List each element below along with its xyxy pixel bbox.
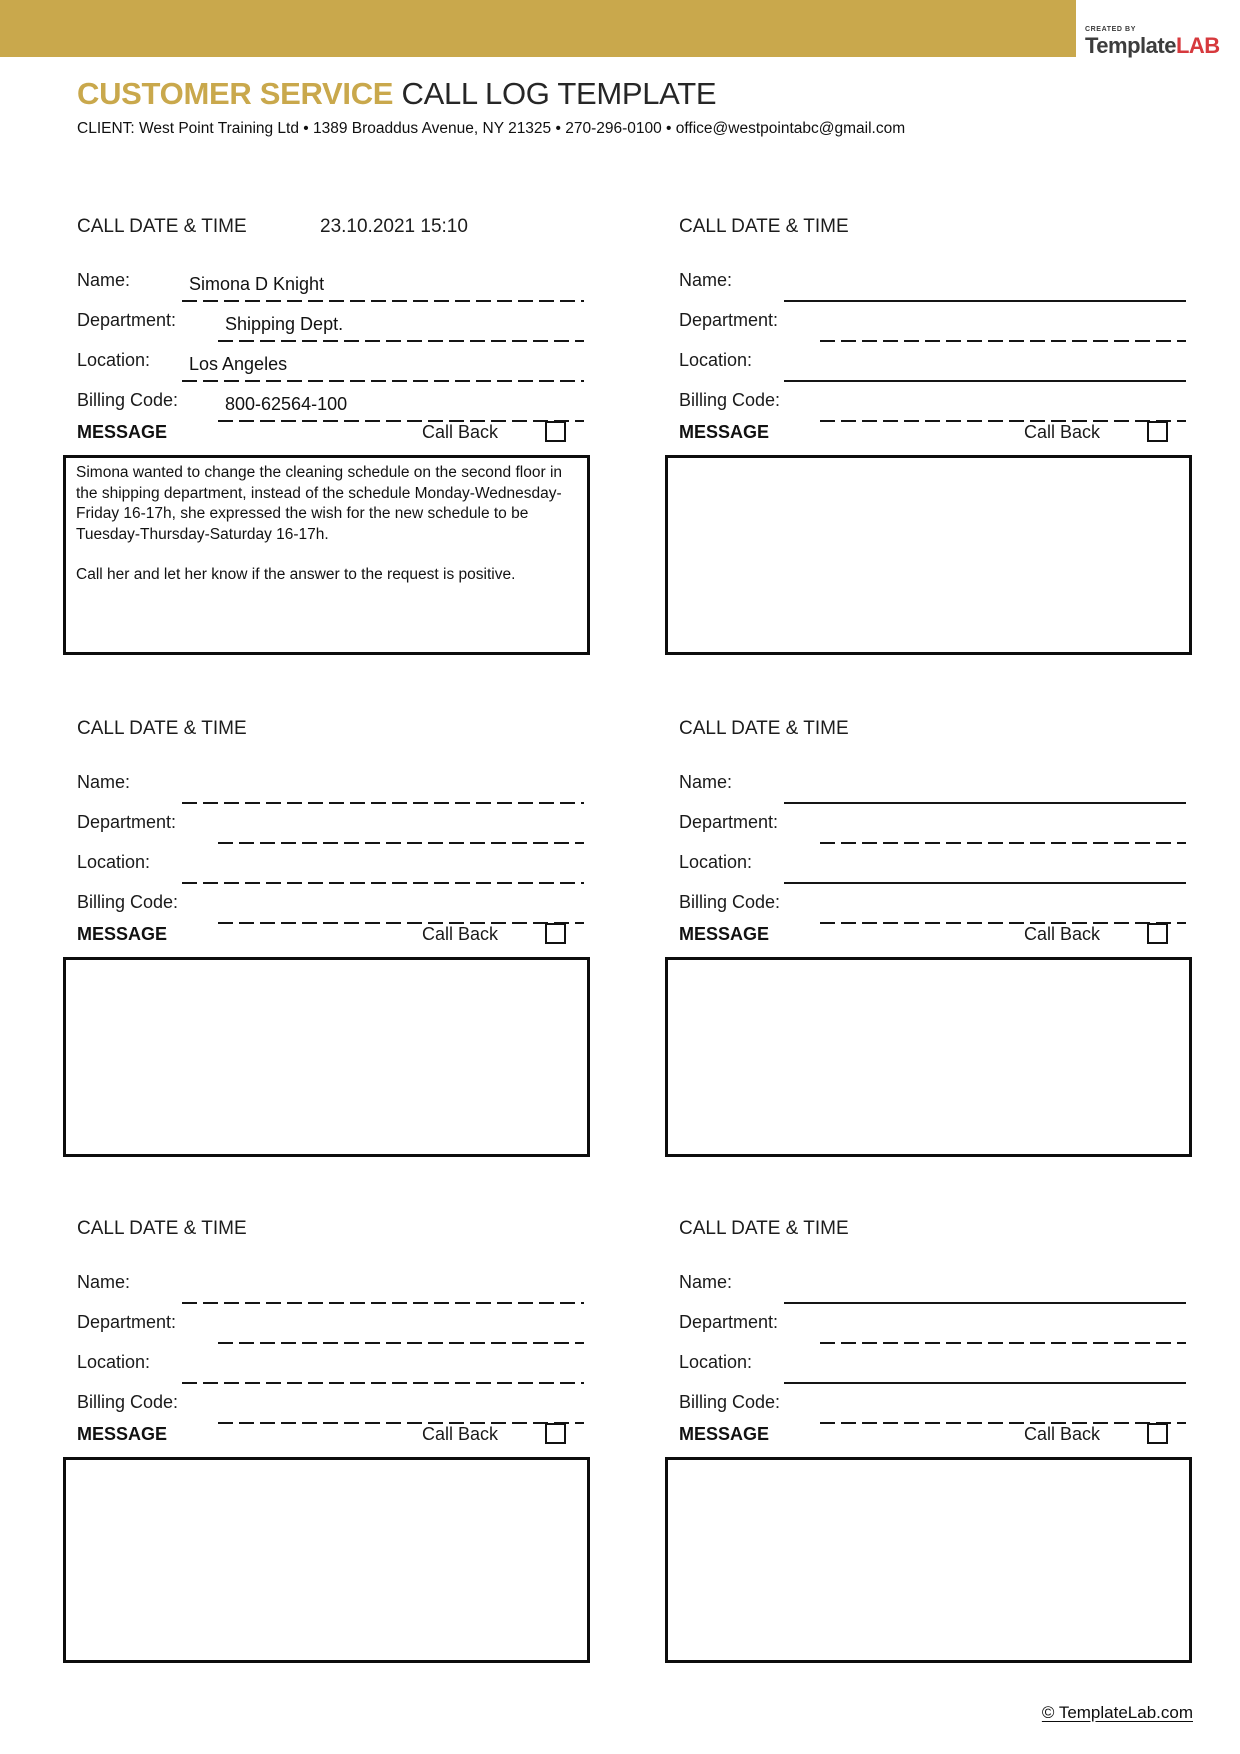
name-row — [679, 1264, 1188, 1304]
billing-code-row — [679, 884, 1188, 924]
call-back-label: Call Back — [422, 1424, 499, 1444]
department-value[interactable]: Shipping Dept. — [225, 314, 344, 334]
name-label: Name: — [679, 772, 733, 792]
call-date-time-label: CALL DATE & TIME — [77, 718, 247, 739]
billing-code-row — [77, 884, 586, 924]
call-date-time-label: CALL DATE & TIME — [77, 1218, 247, 1239]
call-entry-4-fields — [679, 764, 1188, 924]
call-date-time-label: CALL DATE & TIME — [679, 718, 849, 739]
location-row — [679, 844, 1188, 884]
department-row — [679, 302, 1188, 342]
billing-code-row — [77, 382, 586, 422]
page-title — [77, 75, 716, 113]
name-value[interactable]: Simona D Knight — [189, 274, 325, 294]
call-entry-3-fields — [77, 764, 586, 924]
message-box[interactable] — [665, 1457, 1192, 1663]
location-label: Location: — [77, 852, 151, 872]
name-row — [77, 1264, 586, 1304]
location-row — [77, 342, 586, 382]
logo-brand-lab: LAB — [1175, 33, 1220, 58]
location-label: Location: — [679, 350, 753, 370]
department-label: Department: — [679, 1312, 779, 1332]
billing-code-field-line[interactable] — [820, 420, 1186, 422]
billing-code-row — [679, 1384, 1188, 1424]
call-entry-6-header — [679, 1218, 1192, 1240]
call-entry-1-header — [77, 216, 590, 238]
billing-code-field-line[interactable] — [218, 1422, 584, 1424]
name-row — [77, 262, 586, 302]
logo-created-by: CREATED BY — [1085, 26, 1136, 33]
department-row — [77, 302, 586, 342]
billing-code-label: Billing Code: — [77, 390, 179, 410]
call-back-checkbox[interactable] — [545, 421, 566, 442]
call-back-label: Call Back — [1024, 422, 1101, 442]
billing-code-field-line[interactable] — [218, 420, 584, 422]
billing-code-field-line[interactable] — [218, 922, 584, 924]
department-row — [679, 1304, 1188, 1344]
message-label: MESSAGE — [77, 924, 168, 944]
message-label: MESSAGE — [77, 1424, 168, 1444]
message-label: MESSAGE — [679, 422, 770, 442]
call-back-checkbox[interactable] — [1147, 421, 1168, 442]
top-accent-bar — [0, 0, 1076, 57]
department-label: Department: — [679, 812, 779, 832]
name-row — [77, 764, 586, 804]
name-label: Name: — [77, 772, 131, 792]
call-back-checkbox[interactable] — [545, 1423, 566, 1444]
name-label: Name: — [679, 1272, 733, 1292]
location-value[interactable]: Los Angeles — [189, 354, 288, 374]
client-info-line: CLIENT: West Point Training Ltd • 1389 Broaddus Avenue, NY 21325 • 270-296-0100 • office@westpointabc@gmail.com — [77, 120, 906, 137]
call-entry-3 — [63, 712, 590, 1164]
page-title-rest: CALL LOG TEMPLATE — [393, 75, 717, 111]
name-row — [679, 764, 1188, 804]
billing-code-label: Billing Code: — [77, 1392, 179, 1412]
billing-code-label: Billing Code: — [679, 390, 781, 410]
message-box[interactable] — [63, 1457, 590, 1663]
name-label: Name: — [77, 1272, 131, 1292]
call-entry-1 — [63, 210, 590, 662]
call-date-time-label: CALL DATE & TIME — [77, 216, 247, 237]
department-label: Department: — [77, 1312, 177, 1332]
location-label: Location: — [77, 350, 151, 370]
call-entry-1-fields — [77, 262, 586, 422]
location-row — [77, 1344, 586, 1384]
templatelab-logo — [1085, 26, 1220, 58]
call-entry-3-header — [77, 718, 590, 740]
billing-code-label: Billing Code: — [679, 1392, 781, 1412]
logo-brand-template: Template — [1085, 33, 1176, 58]
call-entry-2 — [665, 210, 1192, 662]
location-row — [679, 342, 1188, 382]
billing-code-field-line[interactable] — [820, 1422, 1186, 1424]
message-box[interactable] — [665, 957, 1192, 1157]
call-date-time-label: CALL DATE & TIME — [679, 1218, 849, 1239]
message-label: MESSAGE — [77, 422, 168, 442]
location-label: Location: — [77, 1352, 151, 1372]
call-entry-6-fields — [679, 1264, 1188, 1424]
location-row — [77, 844, 586, 884]
templatelab-footer-link[interactable]: © TemplateLab.com — [1041, 1703, 1193, 1722]
message-label: MESSAGE — [679, 1424, 770, 1444]
department-row — [77, 804, 586, 844]
message-box[interactable] — [63, 455, 590, 655]
billing-code-field-line[interactable] — [820, 922, 1186, 924]
message-box[interactable] — [63, 957, 590, 1157]
call-back-label: Call Back — [422, 422, 499, 442]
name-label: Name: — [679, 270, 733, 290]
message-label: MESSAGE — [679, 924, 770, 944]
call-entry-4 — [665, 712, 1192, 1164]
department-row — [679, 804, 1188, 844]
call-back-label: Call Back — [422, 924, 499, 944]
message-text-gap — [76, 545, 577, 565]
name-label: Name: — [77, 270, 131, 290]
location-row — [679, 1344, 1188, 1384]
department-label: Department: — [77, 310, 177, 330]
call-entry-5 — [63, 1212, 590, 1664]
billing-code-label: Billing Code: — [77, 892, 179, 912]
billing-code-row — [77, 1384, 586, 1424]
call-date-time-label: CALL DATE & TIME — [679, 216, 849, 237]
location-label: Location: — [679, 1352, 753, 1372]
location-label: Location: — [679, 852, 753, 872]
call-back-checkbox[interactable] — [1147, 1423, 1168, 1444]
department-row — [77, 1304, 586, 1344]
call-entry-4-header — [679, 718, 1192, 740]
message-text: Call her and let her know if the answer to the request is positive. — [76, 566, 516, 583]
billing-code-row — [679, 382, 1188, 422]
call-entry-6 — [665, 1212, 1192, 1664]
department-label: Department: — [679, 310, 779, 330]
call-entry-5-header — [77, 1218, 590, 1240]
billing-code-label: Billing Code: — [679, 892, 781, 912]
call-back-label: Call Back — [1024, 924, 1101, 944]
call-date-time-value: 23.10.2021 15:10 — [320, 216, 468, 237]
logo-brand — [1085, 33, 1220, 58]
page-title-highlight: CUSTOMER SERVICE — [77, 75, 394, 111]
call-back-checkbox[interactable] — [1147, 923, 1168, 944]
call-entry-5-fields — [77, 1264, 586, 1424]
department-label: Department: — [77, 812, 177, 832]
name-row — [679, 262, 1188, 302]
call-entry-2-fields — [679, 262, 1188, 422]
billing-code-value[interactable]: 800-62564-100 — [225, 394, 348, 414]
call-entry-2-header — [679, 216, 1192, 238]
message-text: Simona wanted to change the cleaning schedule on the second floor in the shipping department, instead of the schedule Monday-Wednesday-Friday 16-17h, she expressed the wish for the new schedule to be Tuesday-Thursday-Saturday 16-17h. — [76, 464, 563, 543]
call-back-checkbox[interactable] — [545, 923, 566, 944]
message-box[interactable] — [665, 455, 1192, 655]
call-back-label: Call Back — [1024, 1424, 1101, 1444]
